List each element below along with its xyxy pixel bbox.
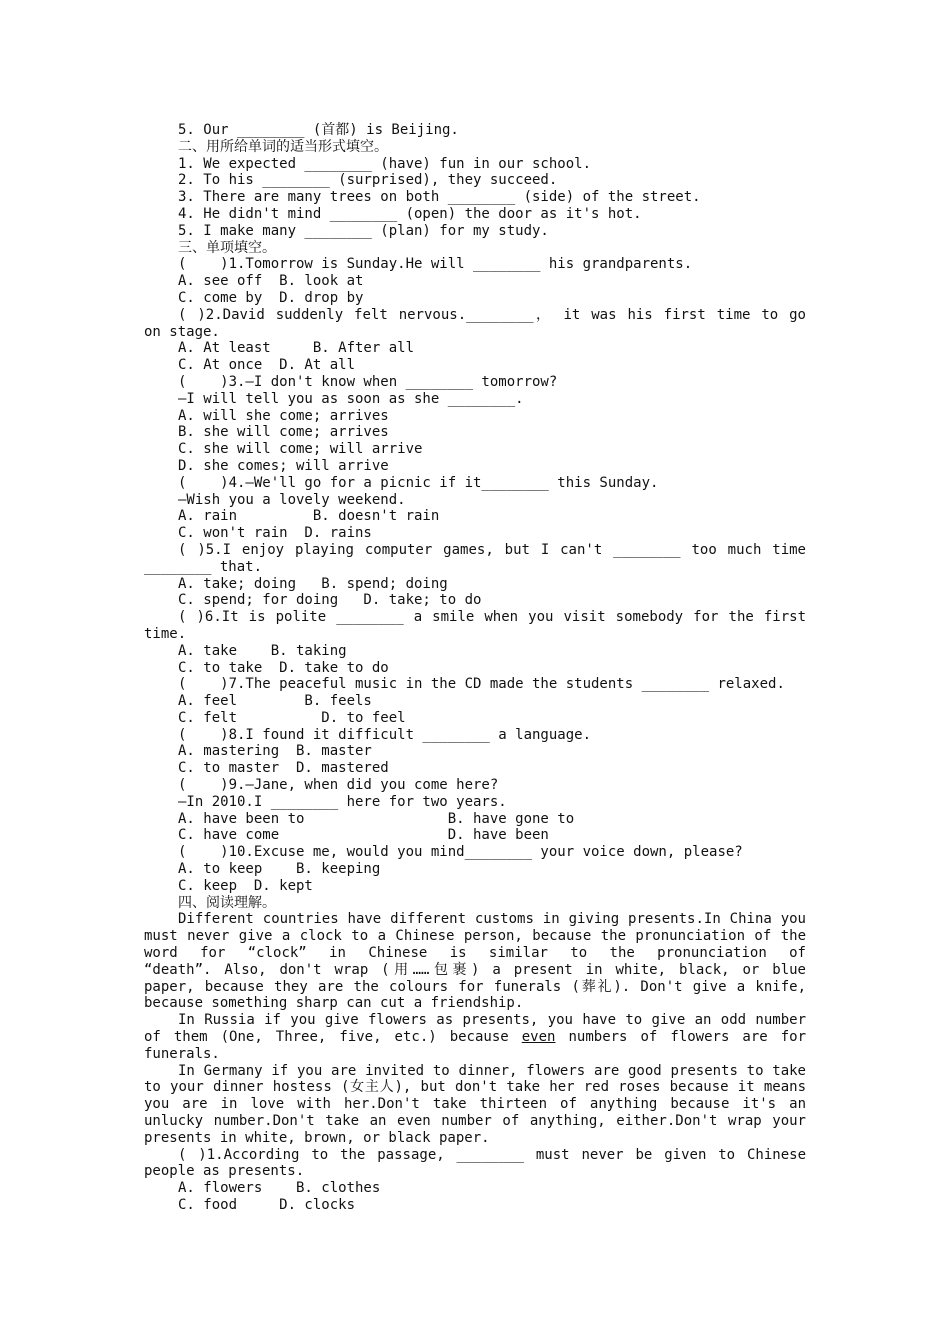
section-4-heading: 四、阅读理解。	[178, 894, 276, 911]
passage-p1-line: must never give a clock to a Chinese person, because the pronunciation of the	[144, 928, 806, 945]
passage-p2-line	[144, 1029, 806, 1046]
passage-p3-line: to your dinner hostess (女主人), but don't take her red roses because it means	[144, 1079, 806, 1096]
form-item-3: 3. There are many trees on both ________ (side) of the street.	[178, 189, 701, 206]
mc-q5-stem-cont: ________ that.	[144, 558, 263, 575]
mc-q4-options-cd: C. won't rain D. rains	[178, 525, 372, 542]
mc-q2-stem-cont: on stage.	[144, 323, 220, 340]
mc-q7-options-cd: C. felt D. to feel	[178, 709, 406, 726]
mc-q3-option-c: C. she will come; will arrive	[178, 441, 423, 458]
reading-q1-stem: ( )1.According to the passage, ________ must never be given to Chinese	[178, 1146, 806, 1163]
worksheet-page	[144, 122, 806, 1214]
passage-p3-line: In Germany if you are invited to dinner, flowers are good presents to take	[178, 1062, 806, 1079]
mc-q3-stem-reply: —I will tell you as soon as she ________.	[178, 390, 524, 407]
mc-q1-stem: ( )1.Tomorrow is Sunday.He will ________ his grandparents.	[178, 256, 693, 273]
mc-q6-options-ab: A. take B. taking	[178, 642, 347, 659]
passage-p2-line: In Russia if you give flowers as presents, you have to give an odd number	[178, 1012, 806, 1029]
form-item-1: 1. We expected ________ (have) fun in our school.	[178, 155, 592, 172]
mc-q9-options-ab: A. have been to B. have gone to	[178, 810, 575, 827]
mc-q2-stem: ( )2.David suddenly felt nervous.________， it was his first time to go	[178, 306, 806, 323]
mc-q10-options-cd: C. keep D. kept	[178, 877, 313, 894]
mc-q9-options-cd: C. have come D. have been	[178, 827, 549, 844]
mc-q5-options-ab: A. take; doing B. spend; doing	[178, 575, 448, 592]
passage-p2-text: numbers of flowers are for	[568, 1029, 806, 1046]
mc-q4-stem: ( )4.—We'll go for a picnic if it________ this Sunday.	[178, 474, 659, 491]
passage-p1-line: “death”. Also, don't wrap (用……包裹) a present in white, black, or blue	[144, 961, 806, 978]
mc-q10-stem: ( )10.Excuse me, would you mind________ your voice down, please?	[178, 844, 743, 861]
mc-q8-options-cd: C. to master D. mastered	[178, 760, 389, 777]
mc-q8-stem: ( )8.I found it difficult ________ a language.	[178, 726, 592, 743]
section-2-heading: 二、用所给单词的适当形式填空。	[178, 138, 388, 155]
mc-q6-options-cd: C. to take D. take to do	[178, 659, 389, 676]
passage-p3-line: you are in love with her.Don't take thirteen of anything because it's an	[144, 1096, 806, 1113]
mc-q6-stem: ( )6.It is polite ________ a smile when you visit somebody for the first	[178, 609, 806, 626]
mc-q9-stem: ( )9.—Jane, when did you come here?	[178, 777, 499, 794]
mc-q8-options-ab: A. mastering B. master	[178, 743, 372, 760]
reading-q1-options-ab: A. flowers B. clothes	[178, 1180, 381, 1197]
passage-p3-line: unlucky number.Don't take an even number of anything, either.Don't wrap your	[144, 1113, 806, 1130]
mc-q1-options-ab: A. see off B. look at	[178, 273, 364, 290]
form-item-5: 5. I make many ________ (plan) for my study.	[178, 222, 549, 239]
underlined-word-even: even	[521, 1029, 556, 1046]
mc-q3-option-b: B. she will come; arrives	[178, 424, 389, 441]
mc-q4-options-ab: A. rain B. doesn't rain	[178, 508, 440, 525]
mc-q1-options-cd: C. come by D. drop by	[178, 289, 364, 306]
mc-q7-stem: ( )7.The peaceful music in the CD made the students ________ relaxed.	[178, 676, 785, 693]
passage-p1-line: paper, because they are the colours for funerals (葬礼). Don't give a knife,	[144, 978, 806, 995]
passage-p2-text: of them (One, Three, five, etc.) because	[144, 1029, 509, 1046]
mc-q2-options-ab: A. At least B. After all	[178, 340, 415, 357]
form-item-4: 4. He didn't mind ________ (open) the door as it's hot.	[178, 205, 642, 222]
passage-p1-line: word for “clock” in Chinese is similar to the pronunciation of	[144, 945, 806, 962]
passage-p2-line: funerals.	[144, 1045, 220, 1062]
mc-q4-stem-reply: —Wish you a lovely weekend.	[178, 491, 406, 508]
mc-q6-stem-cont: time.	[144, 625, 187, 642]
mc-q5-stem: ( )5.I enjoy playing computer games, but I can't ________ too much time	[178, 541, 806, 558]
mc-q3-option-d: D. she comes; will arrive	[178, 457, 389, 474]
mc-q2-options-cd: C. At once D. At all	[178, 357, 356, 374]
mc-q7-options-ab: A. feel B. feels	[178, 693, 372, 710]
mc-q3-option-a: A. will she come; arrives	[178, 407, 389, 424]
passage-p1-line: because something sharp can cut a friendship.	[144, 995, 524, 1012]
section-3-heading: 三、单项填空。	[178, 239, 276, 256]
fill-item-5: 5. Our ________ (首都) is Beijing.	[178, 122, 459, 138]
mc-q3-stem: ( )3.—I don't know when ________ tomorrow?	[178, 373, 558, 390]
passage-p3-line: presents in white, brown, or black paper.	[144, 1129, 490, 1146]
passage-p1-line: Different countries have different customs in giving presents.In China you	[178, 911, 806, 928]
reading-q1-options-cd: C. food D. clocks	[178, 1197, 356, 1213]
reading-q1-stem-cont: people as presents.	[144, 1163, 305, 1180]
form-item-2: 2. To his ________ (surprised), they succeed.	[178, 172, 558, 189]
mc-q5-options-cd: C. spend; for doing D. take; to do	[178, 592, 482, 609]
mc-q10-options-ab: A. to keep B. keeping	[178, 861, 381, 878]
mc-q9-stem-reply: —In 2010.I ________ here for two years.	[178, 793, 507, 810]
